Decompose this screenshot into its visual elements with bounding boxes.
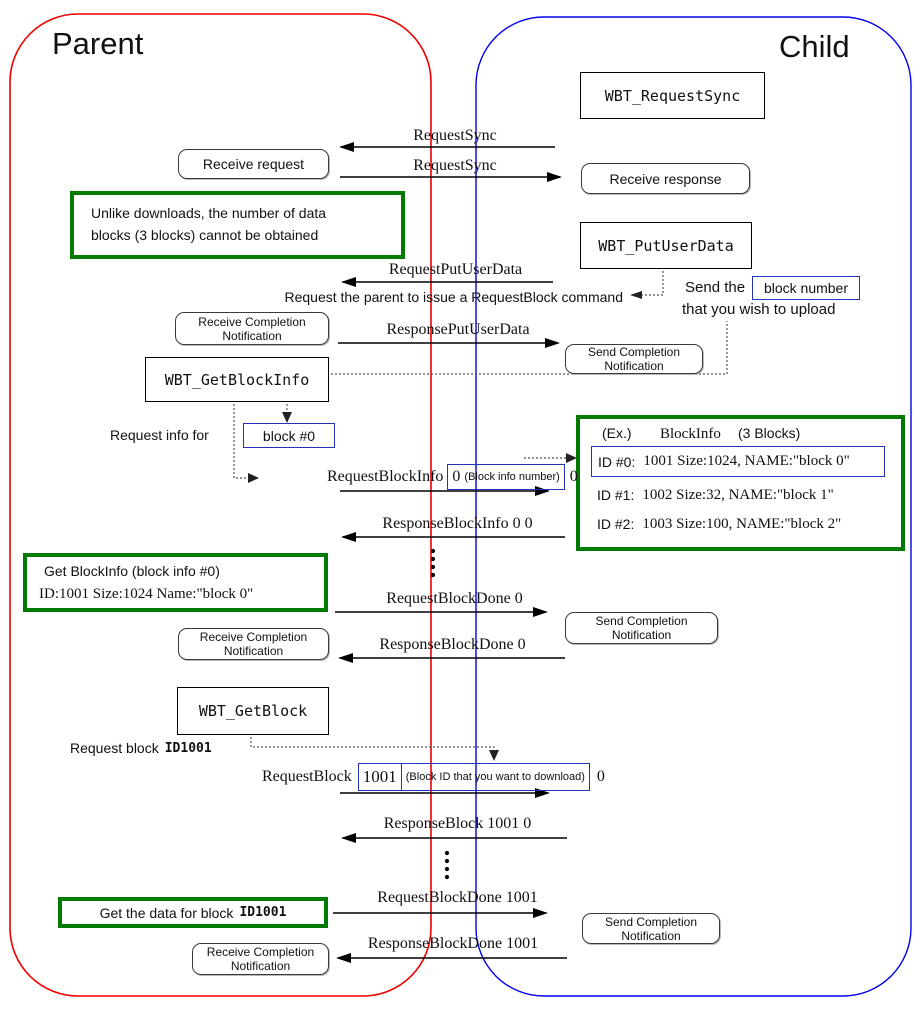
receive-completion-line2: Notification	[230, 959, 291, 973]
request-block-annotation-id: ID1001	[164, 740, 212, 756]
msg-request-block-done-0: RequestBlockDone 0	[386, 590, 523, 607]
receive-completion-line1: Receive Completion	[206, 945, 315, 959]
msg-request-block-done-1001: RequestBlockDone 1001	[377, 889, 538, 906]
block-info-row-1	[597, 487, 834, 504]
block-id-note-box	[402, 763, 590, 791]
receive-completion-box-2	[178, 628, 329, 660]
msg-request-block-info-tail: 0	[569, 467, 578, 485]
block-info-number-value: 0	[452, 467, 461, 485]
block-info-row-2	[597, 516, 841, 533]
wbt-request-sync-box: WBT_RequestSync	[580, 72, 765, 119]
receive-completion-line1: Receive Completion	[199, 630, 308, 644]
msg-request-block: RequestBlock	[262, 768, 352, 785]
get-data-panel	[58, 897, 328, 928]
request-parent-note: Request the parent to issue a RequestBlock command	[284, 289, 623, 305]
msg-request-block-info-row	[327, 463, 578, 490]
note-unlike-line2: blocks (3 blocks) cannot be obtained	[91, 227, 319, 243]
get-data-block-id: ID1001	[239, 905, 287, 920]
request-block-annotation	[70, 740, 212, 756]
send-completion-box-3	[582, 913, 720, 944]
receive-response-box: Receive response	[581, 163, 750, 194]
block-info-row-id: ID #0:	[598, 453, 636, 470]
block-info-row-0	[591, 446, 885, 477]
send-completion-line1: Send Completion	[595, 614, 688, 628]
receive-completion-line2: Notification	[222, 328, 282, 343]
parent-title: Parent	[52, 26, 144, 61]
msg-request-block-tail: 0	[596, 768, 605, 785]
wbt-get-block-box: WBT_GetBlock	[177, 687, 329, 735]
request-info-for-label: Request info for	[110, 427, 209, 443]
send-the-label: Send the	[685, 279, 746, 296]
get-block-info-line1: Get BlockInfo (block info #0)	[44, 563, 220, 579]
send-completion-line2: Notification	[621, 928, 681, 943]
msg-request-put-user-data: RequestPutUserData	[388, 261, 523, 278]
child-title: Child	[779, 29, 850, 64]
get-block-info-panel	[23, 553, 328, 612]
get-block-info-line2: ID:1001 Size:1024 Name:"block 0"	[39, 586, 254, 602]
msg-response-put-user-data: ResponsePutUserData	[386, 321, 530, 338]
send-completion-box-1	[565, 344, 703, 374]
block-info-title: BlockInfo	[660, 426, 721, 442]
receive-request-box: Receive request	[178, 149, 329, 179]
request-block-annotation-text: Request block	[70, 740, 159, 756]
msg-request-sync-1: RequestSync	[413, 127, 497, 144]
receive-completion-box-3	[192, 943, 329, 975]
msg-request-block-row	[262, 763, 605, 791]
block-info-row-value: 1001 Size:1024, NAME:"block 0"	[643, 453, 850, 469]
msg-request-block-info: RequestBlockInfo	[327, 467, 444, 485]
note-unlike-line1: Unlike downloads, the number of data	[91, 205, 327, 221]
note-unlike-downloads	[70, 191, 405, 259]
send-completion-line2: Notification	[604, 359, 664, 373]
wbt-put-user-data-box: WBT_PutUserData	[580, 222, 752, 269]
msg-response-block-done-1001: ResponseBlockDone 1001	[367, 935, 539, 952]
msg-response-block-info: ResponseBlockInfo 0 0	[382, 515, 533, 532]
wish-upload-label: that you wish to upload	[682, 301, 836, 318]
block-number-box: block number	[752, 276, 860, 300]
get-data-text: Get the data for block	[99, 904, 234, 921]
block-info-ex: (Ex.)	[602, 425, 632, 441]
msg-request-sync-2: RequestSync	[413, 157, 497, 174]
block-info-number-note: (Block info number)	[464, 470, 560, 483]
block-info-panel	[576, 415, 905, 551]
send-completion-line2: Notification	[611, 628, 672, 642]
block-info-row-id: ID #1:	[597, 487, 635, 503]
block-info-row-value: 1003 Size:100, NAME:"block 2"	[642, 516, 842, 532]
send-completion-line1: Send Completion	[587, 345, 681, 359]
send-completion-box-2	[565, 612, 718, 644]
msg-response-block-done-0: ResponseBlockDone 0	[379, 636, 526, 653]
msg-response-block: ResponseBlock 1001 0	[383, 815, 532, 832]
block-info-count: (3 Blocks)	[738, 425, 801, 441]
block-id-value-box	[358, 763, 402, 791]
receive-completion-box-1	[175, 312, 329, 345]
block-0-box: block #0	[243, 423, 335, 448]
receive-completion-line2: Notification	[223, 644, 284, 658]
send-completion-line1: Send Completion	[604, 914, 698, 929]
block-info-row-value: 1002 Size:32, NAME:"block 1"	[642, 487, 834, 503]
block-id-value: 1001	[362, 767, 397, 786]
receive-completion-line1: Receive Completion	[198, 314, 306, 329]
block-info-row-id: ID #2:	[597, 516, 635, 532]
block-info-number-box	[447, 464, 564, 490]
wbt-get-block-info-box: WBT_GetBlockInfo	[145, 357, 329, 402]
block-id-note: (Block ID that you want to download)	[405, 771, 585, 783]
